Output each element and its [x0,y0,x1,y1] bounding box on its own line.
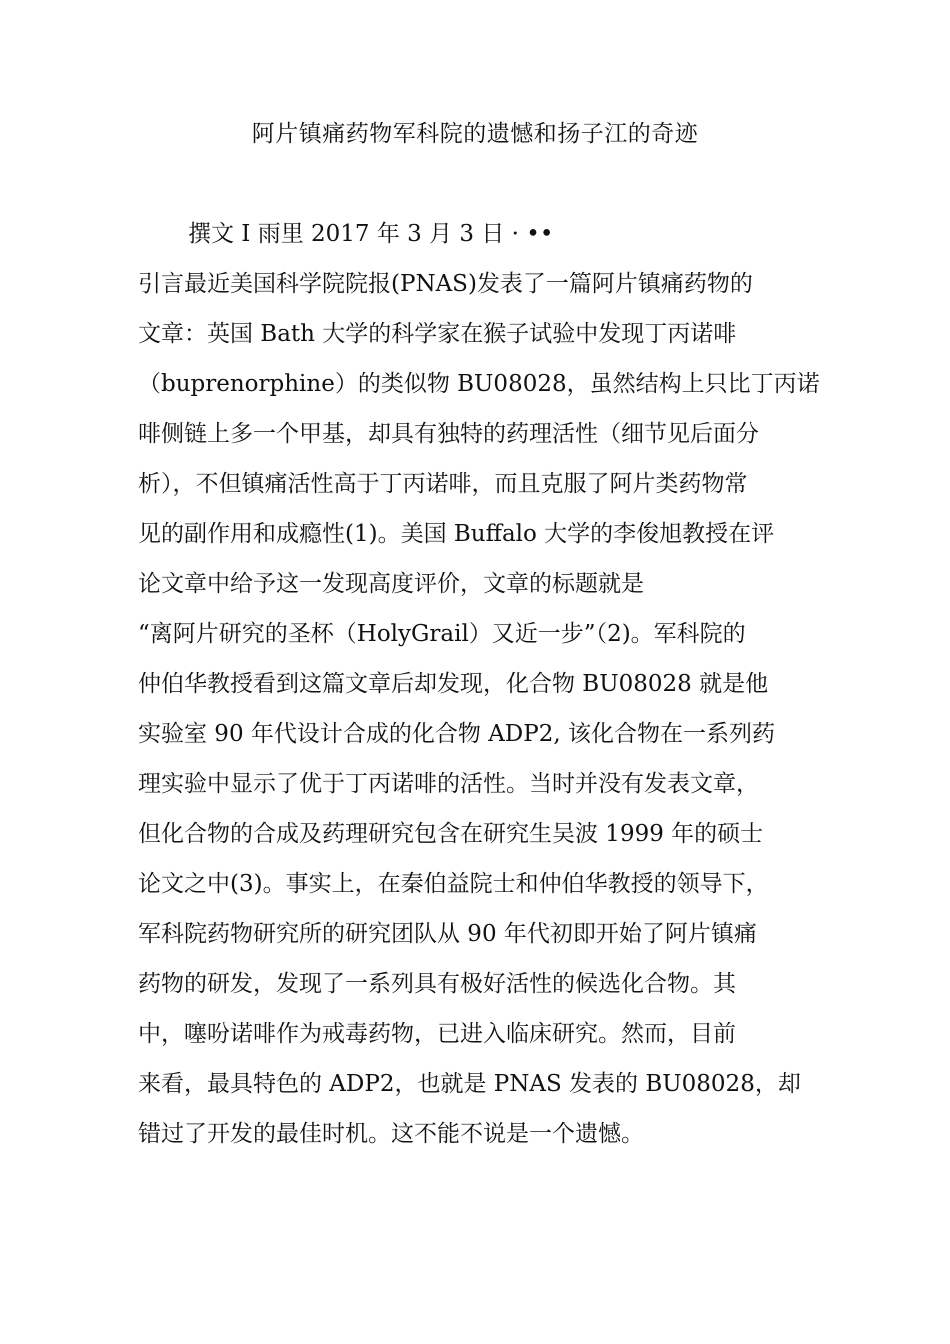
body-line: 析），不但镇痛活性高于丁丙诺啡，而且克服了阿片类药物常 [138,471,748,497]
document-title: 阿片镇痛药物军科院的遗憾和扬子江的奇迹 [251,121,699,147]
body-line: 但化合物的合成及药理研究包含在研究生吴波 1999 年的硕士 [138,821,764,847]
article-body [138,268,828,1168]
body-line: 啡侧链上多一个甲基，却具有独特的药理活性（细节见后面分 [138,421,759,447]
body-line: 理实验中显示了优于丁丙诺啡的活性。当时并没有发表文章， [138,771,759,797]
body-line: 来看，最具特色的 ADP2，也就是 PNAS 发表的 BU08028，却 [138,1071,801,1097]
body-line: 中，噻吩诺啡作为戒毒药物，已进入临床研究。然而，目前 [138,1021,736,1047]
body-line: 论文之中(3)。事实上，在秦伯益院士和仲伯华教授的领导下， [138,871,769,897]
body-line: 见的副作用和成瘾性(1)。美国 Buffalo 大学的李俊旭教授在评 [138,521,775,547]
body-line: 药物的研发，发现了一系列具有极好活性的候选化合物。其 [138,971,736,997]
body-line: 实验室 90 年代设计合成的化合物 ADP2, 该化合物在一系列药 [138,721,775,747]
body-line: 仲伯华教授看到这篇文章后却发现，化合物 BU08028 就是他 [138,671,769,697]
byline: 撰文 I 雨里 2017 年 3 月 3 日 · •• [188,221,554,247]
body-line: 文章：英国 Bath 大学的科学家在猴子试验中发现丁丙诺啡 [138,321,737,347]
body-line: （buprenorphine）的类似物 BU08028，虽然结构上只比丁丙诺 [138,371,820,397]
body-line: 论文章中给予这一发现高度评价，文章的标题就是 [138,571,644,597]
body-line: 错过了开发的最佳时机。这不能不说是一个遗憾。 [138,1121,644,1147]
body-line: “离阿片研究的圣杯（HolyGrail）又近一步”（2)。军科院的 [138,621,746,647]
body-line: 引言最近美国科学院院报(PNAS)发表了一篇阿片镇痛药物的 [138,271,753,297]
body-line: 军科院药物研究所的研究团队从 90 年代初即开始了阿片镇痛 [138,921,757,947]
